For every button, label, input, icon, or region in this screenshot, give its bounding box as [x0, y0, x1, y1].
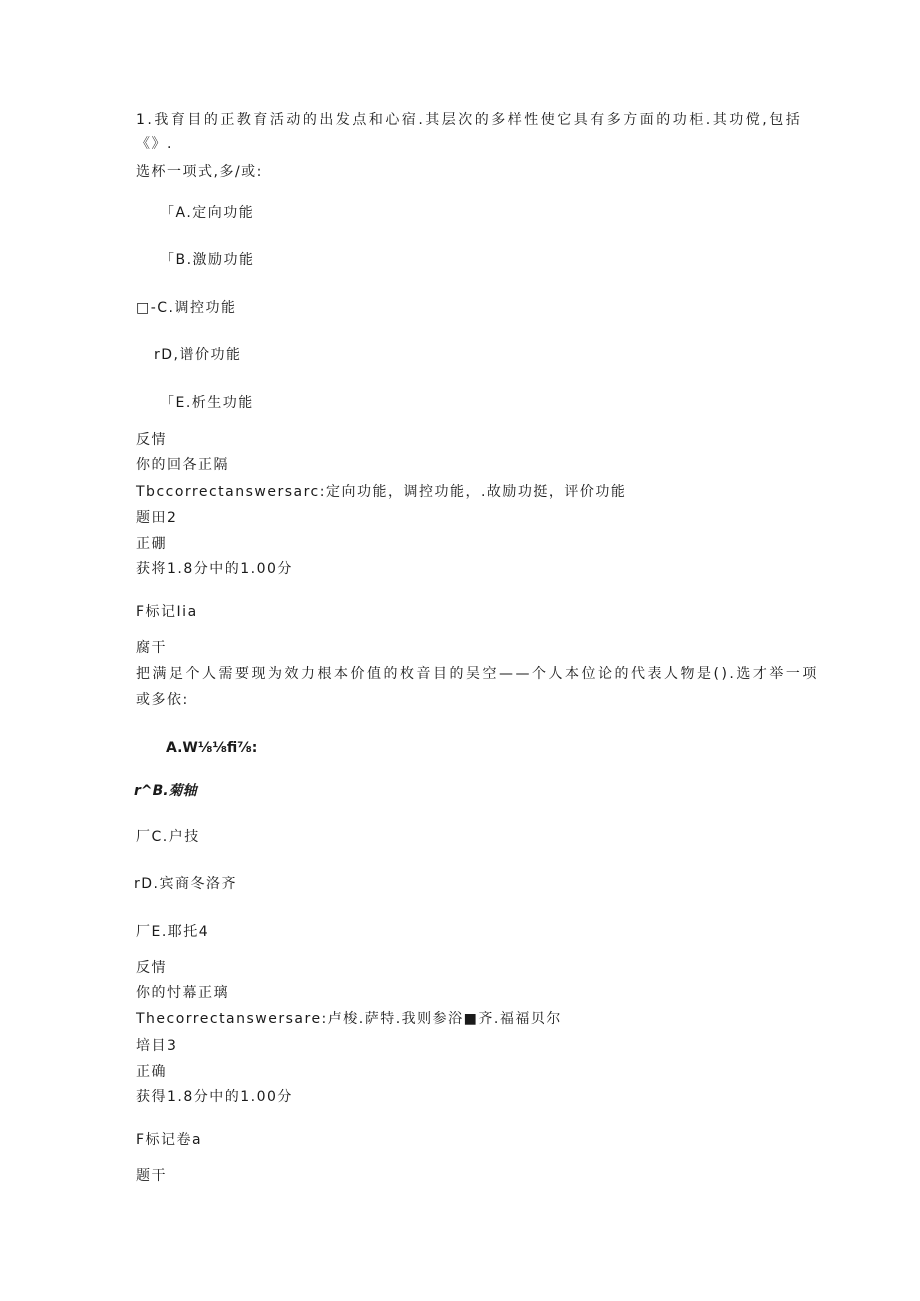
question-number: 培目3: [136, 1038, 178, 1054]
result-text: 你的忖幕正璃: [136, 985, 229, 1001]
question-number: 题田2: [136, 510, 178, 526]
question-status: 正确: [136, 1064, 167, 1080]
feedback-label: 反情: [136, 960, 167, 976]
question-score: 获得1.8分中的1.00分: [136, 1089, 293, 1105]
option-d[interactable]: rD,谱价功能: [154, 347, 242, 363]
option-c[interactable]: 厂C.户技: [136, 829, 200, 845]
option-a[interactable]: A.W⅛⅛fi⅞:: [166, 740, 258, 756]
answer-instruction: 选杯一项式,多/或:: [136, 164, 263, 180]
correct-answer: Thecorrectanswersare:卢梭.萨特.我则参浴■齐.福福贝尔: [136, 1011, 562, 1027]
option-a[interactable]: 「A.定向功能: [160, 205, 255, 221]
question-stem-continued: 或多依:: [136, 692, 189, 708]
question-score: 获将1.8分中的1.00分: [136, 561, 293, 577]
result-text: 你的回各正隔: [136, 457, 229, 473]
feedback-label: 反情: [136, 432, 167, 448]
option-c[interactable]: □-C.调控功能: [136, 300, 237, 316]
option-e[interactable]: 厂E.耶托4: [136, 924, 210, 940]
question-stem-continued: 《》.: [136, 136, 173, 152]
option-d[interactable]: rD.宾商冬洛齐: [134, 876, 237, 892]
stem-label: 题干: [136, 1168, 167, 1184]
flag-question[interactable]: F标记卷a: [136, 1132, 203, 1148]
option-e[interactable]: 「E.析生功能: [160, 395, 254, 411]
correct-answer: Tbccorrectanswersarc:定向功能，调控功能，.故励功挺，评价功能: [136, 484, 627, 500]
option-b[interactable]: 「B.激励功能: [160, 252, 255, 268]
question-stem: 把满足个人需要现为效力根本价值的枚音目的吴空——个人本位论的代表人物是().选才举一项: [136, 666, 819, 682]
flag-question[interactable]: F标记Iia: [136, 604, 198, 620]
stem-label: 腐干: [136, 640, 167, 656]
option-b[interactable]: r^B.菊轴: [134, 783, 197, 799]
question-stem: 1.我育目的正教育活动的出发点和心宿.其层次的多样性使它具有多方面的功柜.其功傥,包括: [136, 112, 803, 128]
question-status: 正硼: [136, 536, 167, 552]
